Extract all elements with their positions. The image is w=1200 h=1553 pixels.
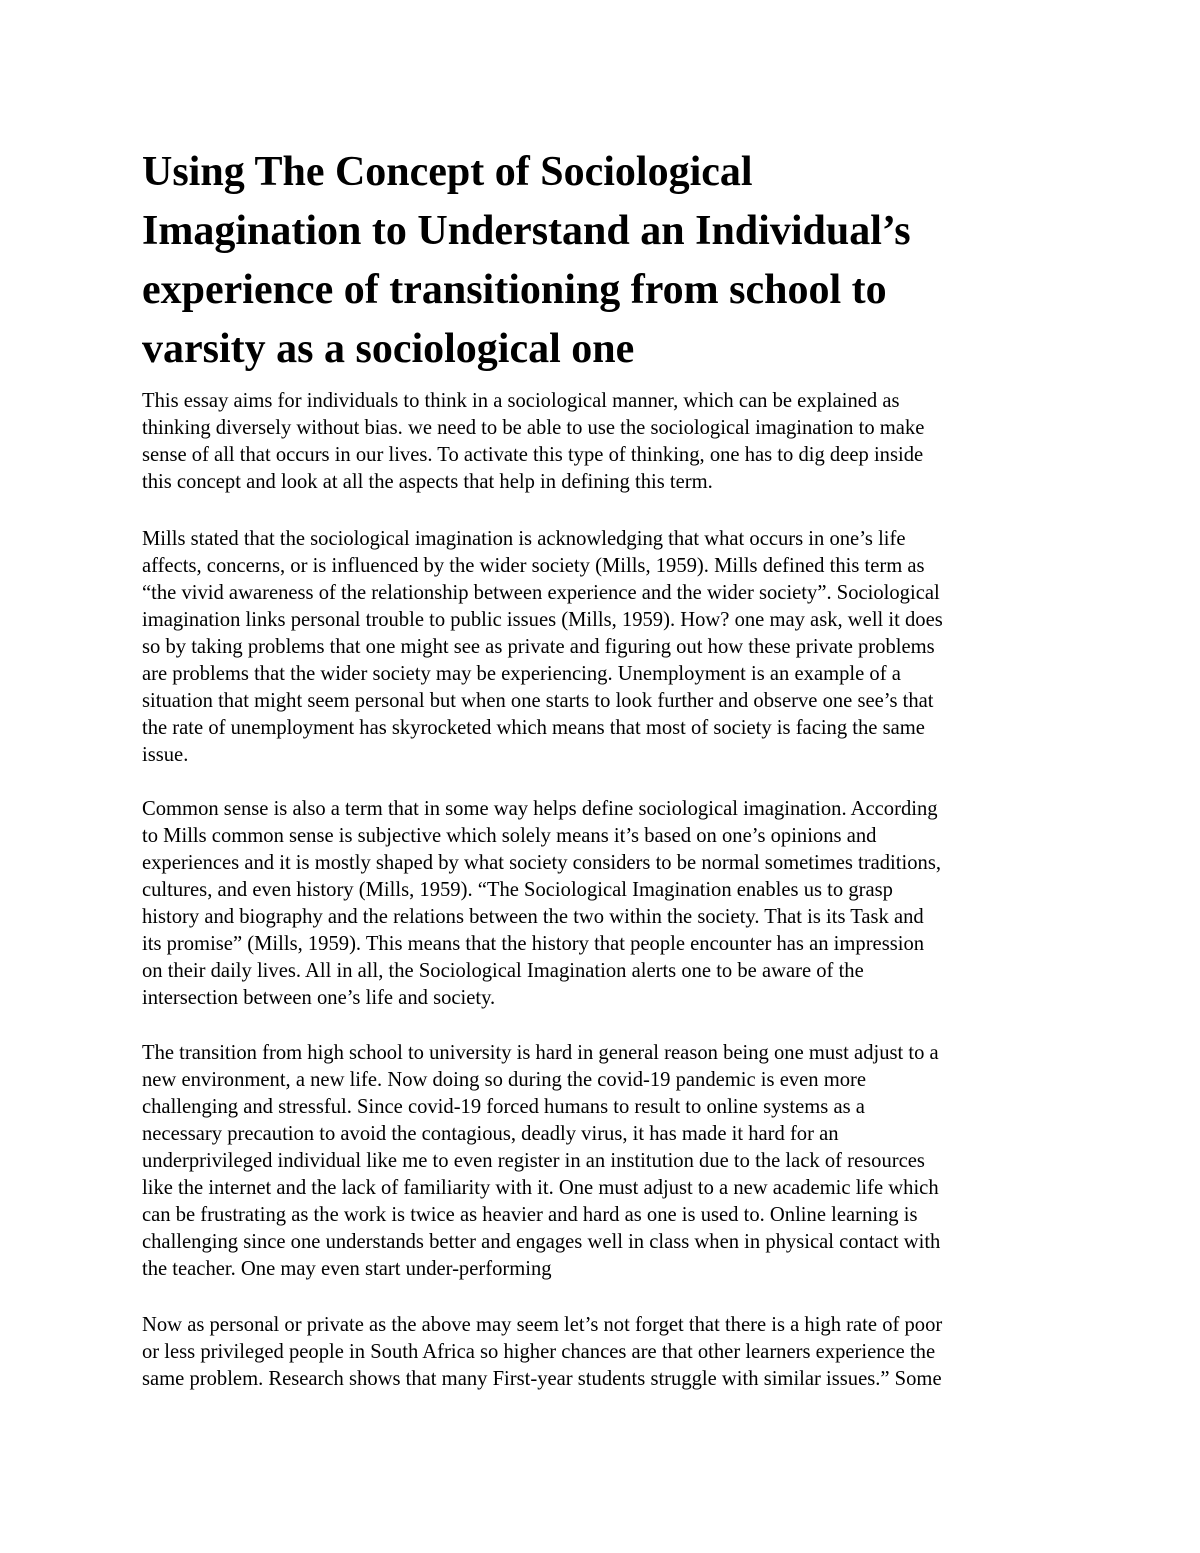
text-line: so by taking problems that one might see as private and figuring out how these private problems bbox=[142, 636, 935, 658]
paragraph-introduction bbox=[142, 388, 1077, 496]
text-line: are problems that the wider society may be experiencing. Unemployment is an example of a bbox=[142, 663, 901, 685]
text-line: new environment, a new life. Now doing so during the covid-19 pandemic is even more bbox=[142, 1069, 867, 1091]
title-line: Using The Concept of Sociological bbox=[142, 149, 753, 195]
text-line: to Mills common sense is subjective which solely means it’s based on one’s opinions and bbox=[142, 825, 877, 847]
text-line: the rate of unemployment has skyrocketed which means that most of society is facing the same bbox=[142, 717, 925, 739]
paragraph-south-africa bbox=[142, 1312, 1077, 1393]
text-line: underprivileged individual like me to even register in an institution due to the lack of resources bbox=[142, 1150, 925, 1172]
text-line: can be frustrating as the work is twice as heavier and hard as one is used to. Online learning is bbox=[142, 1204, 918, 1226]
text-line: like the internet and the lack of familiarity with it. One must adjust to a new academic life which bbox=[142, 1177, 939, 1199]
paragraph-transition bbox=[142, 1040, 1077, 1283]
text-line: thinking diversely without bias. we need to be able to use the sociological imagination to make bbox=[142, 417, 925, 439]
text-line: issue. bbox=[142, 744, 189, 766]
text-line: intersection between one’s life and society. bbox=[142, 987, 496, 1009]
text-line: “the vivid awareness of the relationship between experience and the wider society”. Sociological bbox=[142, 582, 940, 604]
title-line: experience of transitioning from school to bbox=[142, 267, 887, 313]
title-line: varsity as a sociological one bbox=[142, 326, 635, 372]
text-line: the teacher. One may even start under-performing bbox=[142, 1258, 552, 1280]
text-line: its promise” (Mills, 1959). This means that the history that people encounter has an impression bbox=[142, 933, 925, 955]
text-line: this concept and look at all the aspects that help in defining this term. bbox=[142, 471, 713, 493]
text-line: situation that might seem personal but when one starts to look further and observe one see’s that bbox=[142, 690, 934, 712]
text-line: Common sense is also a term that in some way helps define sociological imagination. According bbox=[142, 798, 938, 820]
text-line: cultures, and even history (Mills, 1959). “The Sociological Imagination enables us to grasp bbox=[142, 879, 893, 901]
text-line: same problem. Research shows that many First-year students struggle with similar issues.” Some bbox=[142, 1368, 942, 1390]
text-line: sense of all that occurs in our lives. To activate this type of thinking, one has to dig deep inside bbox=[142, 444, 924, 466]
text-line: challenging and stressful. Since covid-19 forced humans to result to online systems as a bbox=[142, 1096, 865, 1118]
title-line: Imagination to Understand an Individual’s bbox=[142, 208, 911, 254]
text-line: The transition from high school to university is hard in general reason being one must adjust to a bbox=[142, 1042, 939, 1064]
text-line: imagination links personal trouble to public issues (Mills, 1959). How? one may ask, well it does bbox=[142, 609, 943, 631]
paragraph-common-sense bbox=[142, 796, 1077, 1012]
text-line: or less privileged people in South Africa so higher chances are that other learners experience the bbox=[142, 1341, 936, 1363]
text-line: on their daily lives. All in all, the Sociological Imagination alerts one to be aware of the bbox=[142, 960, 864, 982]
text-line: challenging since one understands better and engages well in class when in physical contact with bbox=[142, 1231, 941, 1253]
text-line: Now as personal or private as the above may seem let’s not forget that there is a high rate of poor bbox=[142, 1314, 943, 1336]
text-line: history and biography and the relations between the two within the society. That is its Task and bbox=[142, 906, 924, 928]
text-line: This essay aims for individuals to think in a sociological manner, which can be explained as bbox=[142, 390, 900, 412]
text-line: Mills stated that the sociological imagination is acknowledging that what occurs in one’s life bbox=[142, 528, 906, 550]
text-line: affects, concerns, or is influenced by the wider society (Mills, 1959). Mills defined this term as bbox=[142, 555, 925, 577]
paragraph-mills-definition bbox=[142, 526, 1077, 769]
text-line: necessary precaution to avoid the contagious, deadly virus, it has made it hard for an bbox=[142, 1123, 839, 1145]
text-line: experiences and it is mostly shaped by what society considers to be normal sometimes traditions, bbox=[142, 852, 941, 874]
document-title bbox=[142, 143, 1072, 379]
